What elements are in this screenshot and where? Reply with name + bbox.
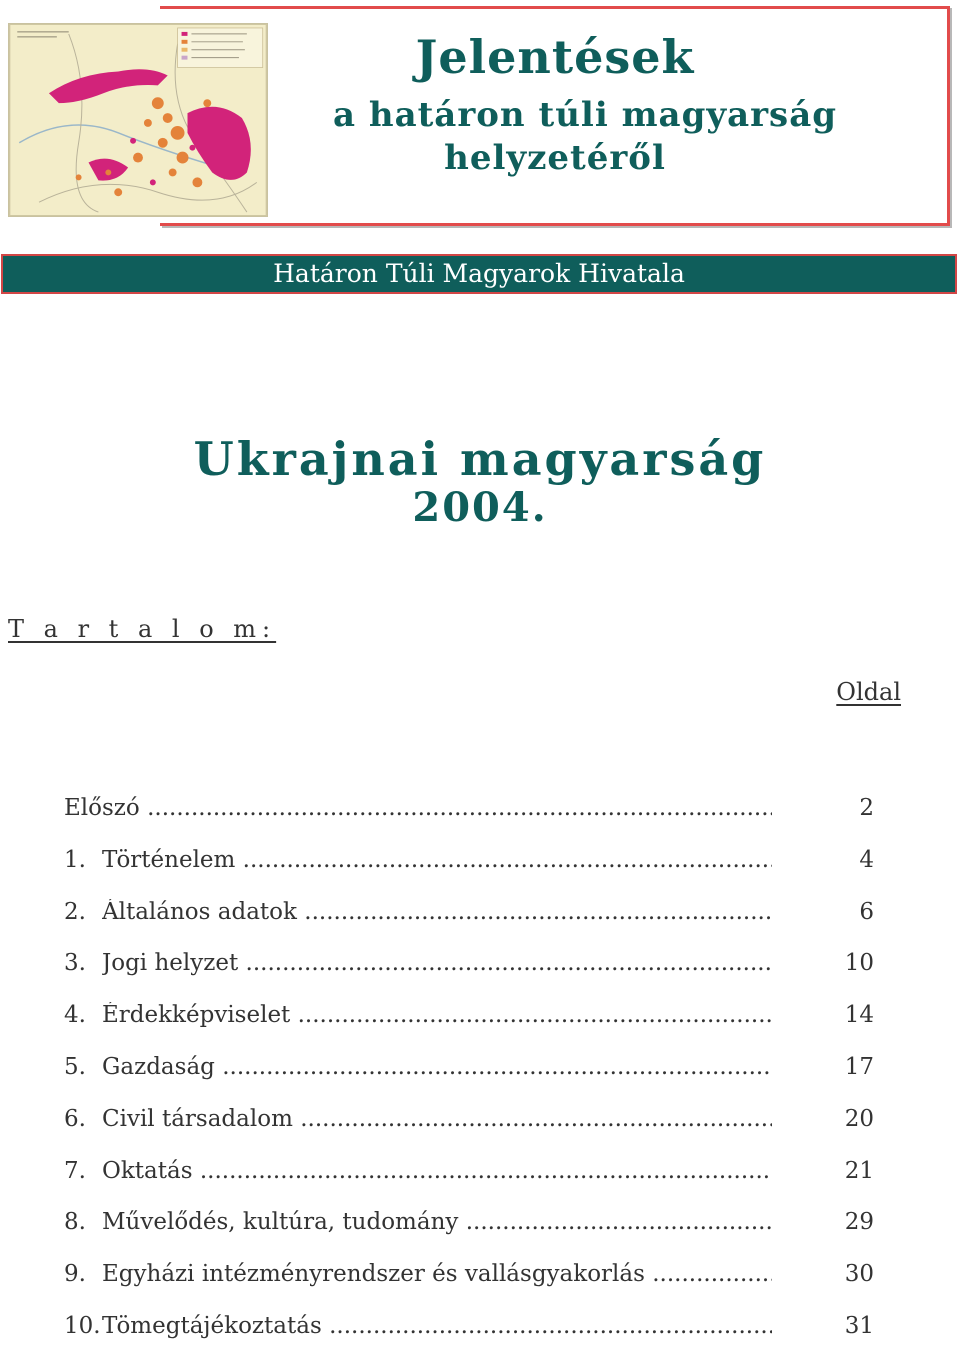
toc-entry-number: 7.: [64, 1157, 86, 1184]
report-subtitle-line1: a határon túli magyarság: [332, 95, 838, 135]
toc-entry-number: 5.: [64, 1053, 86, 1080]
toc-entry-label: Előszó .....: [64, 795, 772, 821]
toc-entry-label: Civil társadalom .....: [102, 1106, 772, 1132]
toc-entry-education[interactable]: [64, 1152, 904, 1204]
toc-entry-label: Érdekképviselet .....: [102, 1002, 772, 1028]
toc-entry-history[interactable]: [64, 841, 904, 893]
toc-entry-page: 10: [844, 950, 874, 977]
toc-entry-number: 1.: [64, 846, 86, 873]
toc-entry-label: Gazdaság .....: [102, 1054, 772, 1080]
toc-entry-label: Jogi helyzet .....: [102, 950, 772, 976]
toc-entry-church[interactable]: [64, 1255, 904, 1307]
toc-entry-label: Oktatás .....: [102, 1158, 772, 1184]
toc-entry-representation[interactable]: [64, 996, 904, 1048]
toc-entry-general-data[interactable]: [64, 893, 904, 945]
toc-entry-civil-society[interactable]: [64, 1100, 904, 1152]
toc-entry-label: Egyházi intézményrendszer és vallásgyakorlás .....: [102, 1261, 772, 1287]
toc-entry-number: 6.: [64, 1105, 86, 1132]
toc-entry-economy[interactable]: [64, 1048, 904, 1100]
toc-entry-number: 8.: [64, 1209, 86, 1236]
document-title: Ukrajnai magyarság: [193, 432, 767, 486]
toc-entry-preface[interactable]: [64, 789, 904, 841]
toc-entry-number: 2.: [64, 898, 86, 925]
report-title: Jelentések: [415, 30, 695, 84]
toc-entry-page: 31: [844, 1312, 874, 1339]
office-banner: Határon Túli Magyarok Hivatala: [1, 254, 957, 294]
contents-heading: T a r t a l o m:: [8, 615, 277, 643]
report-subtitle-line2: helyzetéről: [444, 138, 666, 178]
toc-entry-page: 4: [859, 846, 874, 873]
toc-entry-culture[interactable]: [64, 1203, 904, 1255]
toc-entry-label: Általános adatok .....: [102, 899, 772, 925]
toc-entry-media[interactable]: [64, 1307, 904, 1359]
toc-entry-page: 21: [844, 1157, 874, 1184]
toc-entry-number: 3.: [64, 950, 86, 977]
toc-entry-legal-status[interactable]: [64, 944, 904, 996]
toc-entry-label: Történelem .....: [102, 847, 772, 873]
toc-entry-number: 4.: [64, 1002, 86, 1029]
toc-entry-page: 2: [859, 795, 874, 821]
page-column-heading: Oldal: [836, 678, 901, 706]
table-of-contents: [64, 789, 904, 1359]
toc-entry-label: Művelődés, kultúra, tudomány .....: [102, 1209, 772, 1235]
toc-entry-page: 29: [844, 1209, 874, 1236]
toc-entry-page: 17: [844, 1053, 874, 1080]
toc-entry-page: 30: [844, 1261, 874, 1288]
toc-entry-page: 14: [844, 1002, 874, 1029]
toc-entry-number: 10.: [64, 1312, 101, 1339]
toc-entry-page: 6: [859, 898, 874, 925]
toc-entry-number: 9.: [64, 1261, 86, 1288]
document-year: 2004.: [412, 484, 548, 531]
toc-entry-label: Tömegtájékoztatás .....: [102, 1313, 772, 1339]
toc-entry-page: 20: [844, 1105, 874, 1132]
